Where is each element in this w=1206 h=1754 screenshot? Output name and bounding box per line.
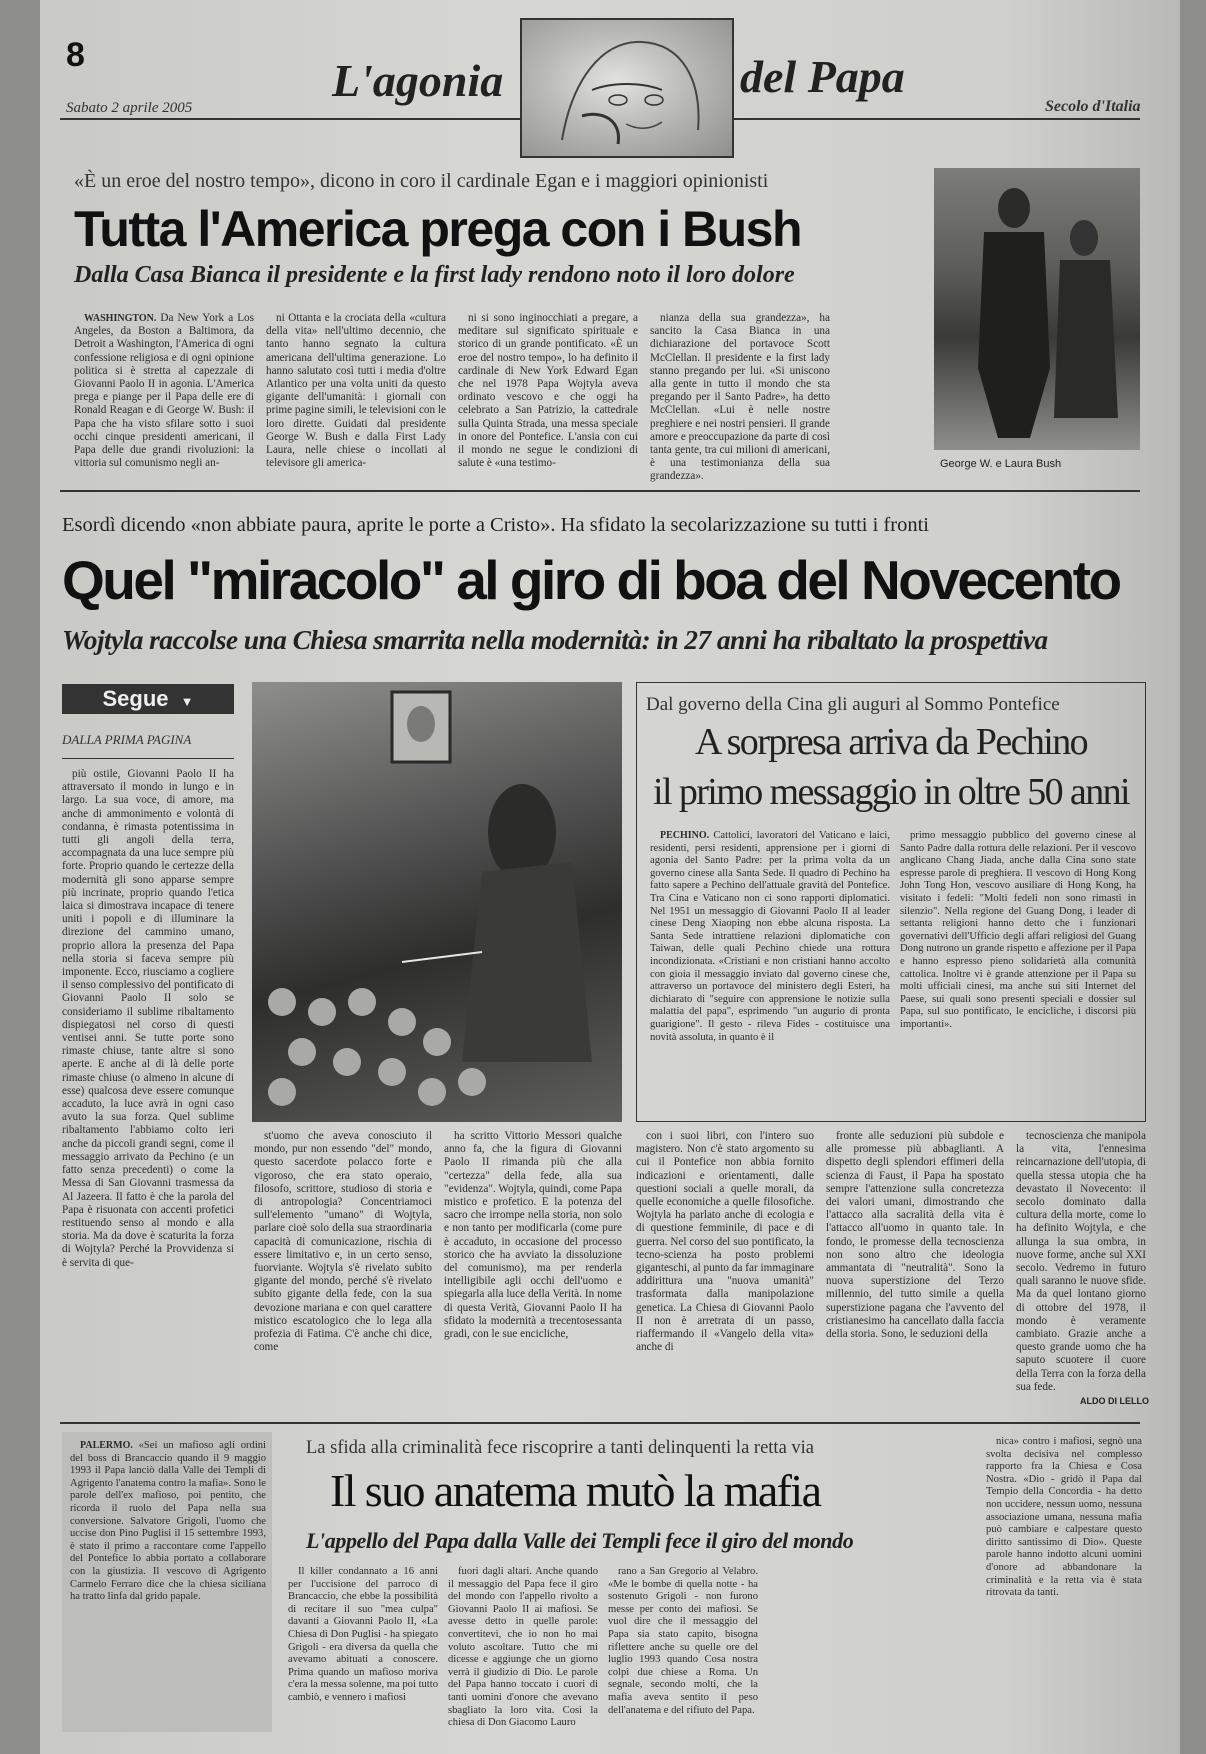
article2-text-5: fronte alle seduzioni più subdole e alle promesse più abbaglianti. A dispetto degli splendori effimeri della scienza di Faust, il Papa ha spostato sempre l'attenzione sulla concretezza dei valori umani, dimostrando che l'attacco alla sacralità della vita è l'attacco all'uomo in quanto tale. In fondo, le promesse della tecnoscienza non sono altro che ideologia ammantata di "neutralità". Sono la nuova superstizione del Terzo millennio, del tutto simile a quella superstizione pagana che l'avvento del cristianesimo ha cancellato dalla faccia della storia. Sono, le seduzioni della [826,1130,1004,1341]
dalla-prima-rule [62,758,234,759]
article2-column-5 [826,1130,1004,1408]
two-figures-icon [934,168,1140,450]
page-number: 8 [66,36,85,74]
article2-column-4 [636,1130,814,1408]
segue-banner [62,684,234,714]
article1-column-4 [650,312,830,483]
article1-subhead: Dalla Casa Bianca il presidente e la first lady rendono noto il loro dolore [74,262,795,288]
article2-bottom-rule [60,1422,1140,1424]
candles-photo [252,682,622,1122]
article4-text-2: fuori dagli altari. Anche quando il messaggio del Papa fece il giro del mondo con l'appello rivolto a Giovanni Paolo II ai mafiosi. Se avesse detto in quelle parole: convertitevi, che io non ho mai voluto ascoltare. Tutto che mi dicesse e aggiunge che un giorno verrà il giudizio di Dio. Le parole del Papa hanno toccato i cuori di tanti uomini d'onore che avevano sbagliato la loro vita. Così la chiesa di Don Giacomo Lauro [448,1566,598,1729]
bush-photo-caption: George W. e Laura Bush [940,458,1062,470]
newspaper-page [40,0,1180,1754]
bush-photo [934,168,1140,450]
article1-text-4: nianza della sua grandezza», ha sancito la Casa Bianca in una dichiarazione del portavoce Scott McClellan. Il presidente e la first lady stanno pregando per lui. «Si uniscono alla gente in tutto il mondo che sta pregando per il Santo Padre», ha detto McClellan. «Lui è nelle nostre preghiere e nei nostri pensieri. Il grande amore e preoccupazione da parte di così tanta gente, tra cui milioni di americani, è una testimonianza della sua grandezza». [650,312,830,483]
article4-text-4: nica» contro i mafiosi, segnò una svolta decisiva nel complesso rapporto fra la Chiesa e Cosa Nostra. «Dio - gridò il Papa dal Tempio della Concordia - ha detto non uccidere, nessun uomo, nessuna associazione umana, nessuna mafia può cambiare e calpestare questo diritto santissimo di Dio». Queste parole hanno indotto alcuni uomini d'onore ad abbandonare la criminalità e la retta via è stata ritrovata da tanti. [986,1436,1142,1599]
article1-bottom-rule [60,490,1140,492]
article4-left-column [70,1440,266,1724]
article2-kicker: Esordì dicendo «non abbiate paura, aprite le porte a Cristo». Ha sfidato la secolarizzazione su tutti i fronti [62,514,929,536]
article4-column-3 [608,1566,758,1736]
article2-text-3: ha scritto Vittorio Messori qualche anno fa, che la figura di Giovanni Paolo II rimanda più che alla "certezza" della fede, alla sua "evidenza". Wojtyla, quindi, come Papa mistico e profetico. E la potenza del sacro che irrompe nella storia, non solo e non tanto per modificarla (come pure è accaduto, in occasione del processo storico che ha avviato la dissoluzione del comunismo), ma per renderla intelligibile agli occhi dell'uomo e spiegarla alla luce della Verità. In nome di questa Verità, Giovanni Paolo II ha sfidato la modernità a trecentosessanta gradi, con le sue encicliche, [444,1130,622,1341]
article1-text-1: Da New York a Los Angeles, da Boston a Baltimora, da Detroit a Washington, l'America di ogni confessione religiosa e di ogni opinione politica si è stretta al capezzale di Giovanni Paolo II in agonia. L'America prega e piange per il Papa delle ere di Ronald Reagan e di George W. Bush: il Papa che ha visto sfilare sotto i suoi occhi cinque presidenti americani, il Papa delle due grandi rivoluzioni: la vittoria sul comunismo negli an- [74,312,255,470]
issue-date: Sabato 2 aprile 2005 [66,100,193,116]
article4-dateline: PALERMO. [80,1440,133,1451]
article1-dateline: WASHINGTON. [84,313,157,324]
candles-and-portrait-icon [252,682,622,1122]
article4-text-3: rano a San Gregorio al Velabro. «Me le bombe di quella notte - ha sostenuto Grigoli - non furono messe per conto dei mafiosi. Se vuol dire che il messaggio del Papa sia stato capito, bisogna riflettere anche su quelle ore del luglio 1993 quando Cosa nostra colpì due chiese a Roma. Un segnale, secondo molti, che la mafia aveva sentito il peso dell'anatema e del rifiuto del Papa. [608,1566,758,1716]
article2-text-2: st'uomo che aveva conosciuto il mondo, pur non essendo "del" mondo, questo sacerdote polacco forte e vigoroso, che era stato operaio, filosofo, scrittore, studioso di storia e di antropologia? Concentriamoci sull'elemento "umano" di Wojtyla, parlare cioè solo della sua straordinaria capacità di comunicazione, rischia di essere limitativo e, in un certo senso, fuorviante. Wojtyla s'è rivelato subito gigante del mondo, perché s'è rivelato subito gigante della fede, con la sua devozione mariana e con quel carattere mistico escatologico che lo lega alla profezia di Fatima. C'è anche chi dice, come [254,1130,432,1354]
pope-portrait-drawing [520,18,734,158]
article1-column-3 [458,312,638,474]
article1-kicker: «È un eroe del nostro tempo», dicono in coro il cardinale Egan e i maggiori opinionisti [74,170,769,192]
article2-subhead: Wojtyla raccolse una Chiesa smarrita nella modernità: in 27 anni ha ribaltato la prospettiva [62,624,1048,655]
article3-headline-1: A sorpresa arriva da Pechino [694,721,1088,763]
article3-text-2: primo messaggio pubblico del governo cinese al Santo Padre dalla rottura delle relazioni. Per il vescovo anglicano Chang Jiada, anche dalla Cina sono state espresse parole di preghiera. Il vescovo di Hong Kong John Tong Hon, vescovo ausiliare di Hong Kong, ha visitato i fedeli: "Molti fedeli non sono rimasti in silenzio". Nella regione del Guang Dong, i leader di settanta religioni hanno detto che i funzionari governativi dell'Ufficio degli affari religiosi del Guang Dong nutrono un grande rispetto e affezione per il Papa e hanno espresso pieno solidarietà alla comunità cattolica. Inoltre vi è grande attenzione per il Papa su molti ufficiali cinesi, ma anche sui siti Internet del Paese, sui quali sono presenti speciali e dossier sul Papa, sul suo pontificato, le encicliche, i discorsi più importanti». [900,830,1136,1030]
segue-label: Segue [102,686,169,711]
article4-column-1 [288,1566,438,1736]
section-title-right: del Papa [740,51,905,102]
pope-sketch-icon [522,20,728,152]
article4-column-4 [986,1436,1142,1736]
article4-column-2 [448,1566,598,1736]
article1-text-2: ni Ottanta e la crociata della «cultura della vita» nell'ultimo decennio, che tanto hanno segnato la cultura americana dell'ultima generazione. Lo hanno salutato così tutti i media d'oltre Atlantico per una volta uniti da questo gigante dell'umanità: i giornali con prime pagine simili, le televisioni con le loro dirette. Guidati dal presidente George W. Bush e dalla First Lady Laura, nelle chiese o incollati al televisore gli america- [266,312,446,470]
article2-column-1 [62,768,234,1408]
section-title-left: L'agonia [332,55,504,106]
article3-kicker: Dal governo della Cina gli auguri al Sommo Pontefice [646,694,1060,715]
article4-headline: Il suo anatema mutò la mafia [330,1465,821,1516]
article4-kicker: La sfida alla criminalità fece riscoprire a tanti delinquenti la retta via [306,1438,815,1458]
article2-text-4: con i suoi libri, con l'intero suo magistero. Non c'è stato argomento su cui il Pontefice non abbia fornito indicazioni e orientamenti, dalle questioni sociali a quelle morali, da quelle economiche a quelle filosofiche. Wojtyla ha parlato anche di ecologia e di questione femminile, di pace e di guerra. Nel corso del suo pontificato, la tecno-scienza ha posto problemi giganteschi, al punto da far immaginare addirittura una "nuova umanità" trasformata dalla manipolazione genetica. La Chiesa di Giovanni Paolo II non è arretrata di un passo, riaffermando il «Vangelo della vita» anche di [636,1130,814,1354]
article2-column-2 [254,1130,432,1408]
article2-column-3 [444,1130,622,1408]
article3-headline-2: il primo messaggio in oltre 50 anni [653,771,1129,813]
segue-arrow-icon: ▼ [180,694,194,709]
article4-text-1: Il killer condannato a 16 anni per l'uccisione del parroco di Brancaccio, che ebbe la possibilità di recitare il suo "mea culpa" davanti a Giovanni Paolo II, «La Chiesa di Don Puglisi - ha spiegato Grigoli - era diversa da quella che avevamo abituati a conoscere. Prima quando un mafioso moriva c'era la messa solenne, ma poi tutto cambiò, e vennero i mafiosi [288,1566,438,1703]
paper-name: Secolo d'Italia [1045,98,1141,115]
article3-column-1 [650,830,890,1114]
article4-left-text: «Sei un mafioso agli ordini del boss di Brancaccio quando il 9 maggio 1993 il Papa lanciò dalla Valle dei Templi di Agrigento l'anatema contro la mafia». Sono le parole dell'ex mafioso, poi pentito, che ricorda il ruolo del Papa nella sua conversione. Salvatore Grigoli, l'uomo che uccise don Pino Puglisi il 15 settembre 1993, è stato il primo a raccontare come l'appello del Pontefice lo abbia portato a collaborare con la giustizia. Il vescovo di Agrigento Carmelo Ferraro dice che la chiesa siciliana ha tratto linfa dal grido papale. [70,1440,267,1603]
article1-text-3: ni si sono inginocchiati a pregare, a meditare sul significato spirituale e storico di un grande pontificato. «È un eroe del nostro tempo», lo ha definito il cardinale di New York Edward Egan che nel 1978 Papa Wojtyla aveva ordinato vescovo e che oggi ha celebrato a San Patrizio, la cattedrale sulla Quinta Strada, una messa speciale in onore del Pontefice. L'ansia con cui il mondo ne segue le condizioni di salute è «una testimo- [458,312,638,470]
article1-column-1 [74,312,254,474]
article1-headline: Tutta l'America prega con i Bush [74,201,801,257]
article4-subhead: L'appello del Papa dalla Valle dei Templi fece il giro del mondo [306,1528,854,1553]
article2-headline: Quel "miracolo" al giro di boa del Novecento [62,549,1120,611]
dalla-prima-pagina: DALLA PRIMA PAGINA [62,732,192,747]
article2-text-1: più ostile, Giovanni Paolo II ha attraversato il mondo in lungo e in largo. La sua voce, di amore, ma anche di ammonimento e volontà di condanna, è rimasta potentissima in tutti gli angoli della terra, accompagnata da una luce sempre più forte. Proprio quando le certezze della modernità gli sono apparse sempre più incrinate, proprio quando l'etica laica si dimostrava incapace di tenere uniti i popoli e di illuminare la direzione del cammino umano, proprio allora la presenza del Papa nella storia si faceva sempre più imponente. Ecco, riusciamo a cogliere il senso complessivo del pontificato di Giovanni Paolo II solo se consideriamo il sublime ribaltamento dispiegatosi nel corso di questi ventisei anni. Se tutte porte sono rimaste chiuse, tante altre si sono aperte. E anche al di là delle porte rimaste chiuse (o almeno in alcune di esse) qualcosa deve essere comunque accaduto, la luce avrà in ogni caso avuto la sua forza. Quel sublime ribaltamento l'abbiamo colto ieri anche da piccoli grandi segni, come il messaggio arrivato da Pechino (e un fatto senza precedenti) o come la Messa di San Giovanni trasmessa da Al Jazeera. Il fatto è che la parola del Papa è risuonata con accenti profetici restituendo senso al mondo e alla storia. Ma da dove è scaturita la forza di Wojtyla? Perché la Provvidenza si è servita di que- [62,768,234,1269]
article3-column-2 [900,830,1136,1114]
article2-column-6 [1016,1130,1146,1392]
article2-byline: ALDO DI LELLO [1080,1396,1149,1406]
article3-text-1: Cattolici, lavoratori del Vaticano e laici, residenti, persi residenti, apprensione per i giorni di agonia del Santo Padre: per la prima volta da un governo cinese alla Santa Sede. Il quadro di Pechino ha fatto sapere a Pechino dell'attuale gravità del Pontefice. Tra Cina e Vaticano non ci sono rapporti diplomatici. Nel 1951 un messaggio di Giovanni Paolo II al leader cinese Deng Xiaoping non ebbe alcuna risposta. La Santa Sede intrattiene relazioni diplomatiche con Taiwan, delle quali Pechino chiede una rottura incondizionata. «Cristiani e non cristiani hanno accolto con gioia il messaggio inviato dal governo cinese che, attraverso un portavoce del ministero degli Esteri, ha dichiarato di "seguire con apprensione le notizie sulla malattia del papa", esprimendo "un augurio di pronta guarigione". Il gesto - rileva Fides - costituisce una novità assoluta, in quanto è il [650,830,890,1043]
article3-dateline: PECHINO. [660,830,710,841]
article2-text-6: tecnoscienza che manipola la vita, l'ennesima reincarnazione dell'utopia, di quella stessa utopia che ha devastato il Novecento: il secolo dominato dalla cultura della morte, come lo ha definito Wojtyla, e che allunga la sua ombra, in nuove forme, anche sul XXI secolo. Vedremo in futuro quali saranno le nuove sfide. Ma da quel lontano giorno di ottobre del 1978, il mondo è veramente cambiato. Grazie anche a questo grande uomo che ha saputo scuotere il cuore della Terra con la forza della sua fede. [1016,1130,1146,1393]
article1-column-2 [266,312,446,474]
